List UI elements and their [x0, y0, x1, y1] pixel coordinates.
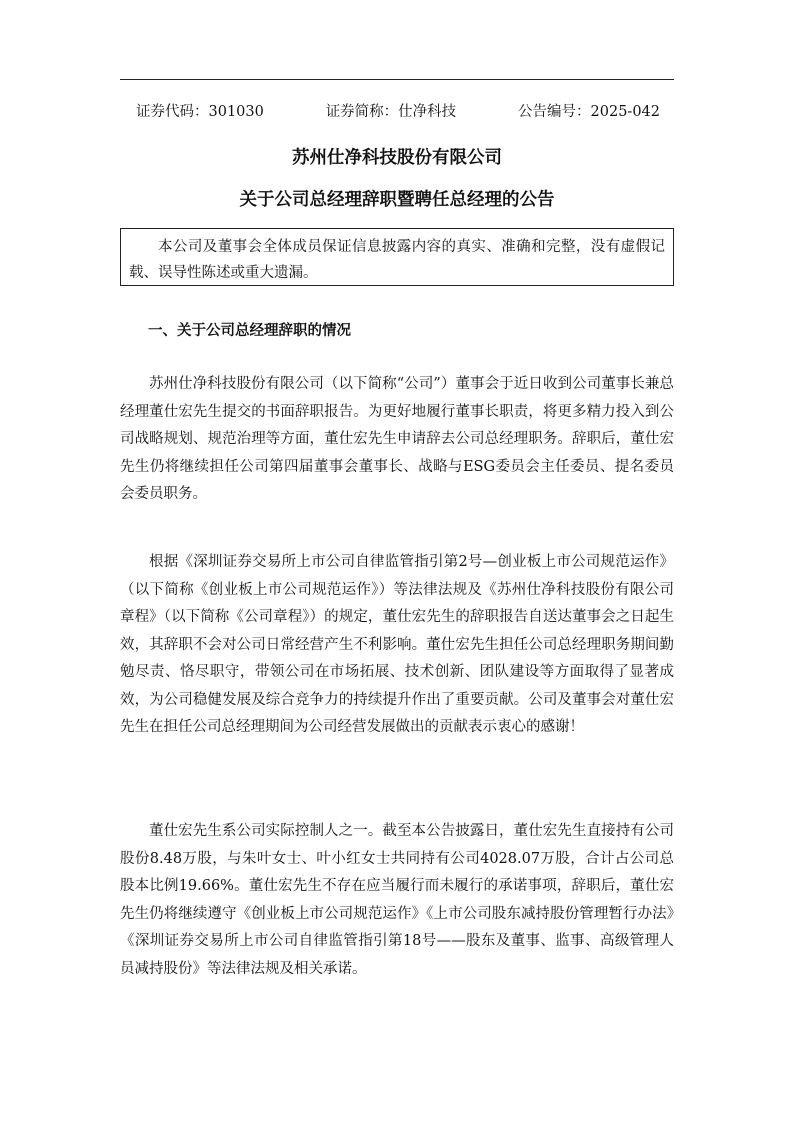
paragraph-shareholding: 董仕宏先生系公司实际控制人之一。截至本公告披露日，董仕宏先生直接持有公司股份8.48万股，与朱叶女士、叶小红女士共同持有公司4028.07万股，合计占公司总股本比例19.66%。董仕宏先生不存在应当履行而未履行的承诺事项，辞职后，董仕宏先生仍将继续遵守《创业板上市公司规范运作》《上市公司股东减持股份管理暂行办法》《深圳证券交易所上市公司自律监管指引第18号——股东及董事、监事、高级管理人员减持股份》等法律法规及相关承诺。: [120, 823, 674, 977]
section-heading: 一、关于公司总经理辞职的情况: [148, 323, 351, 339]
notice-number: 公告编号：2025-042: [518, 104, 660, 120]
company-name: 苏州仕净科技股份有限公司: [292, 148, 502, 168]
notice-title: 关于公司总经理辞职暨聘任总经理的公告: [239, 190, 555, 210]
stock-abbreviation: 证券简称：仕净科技: [325, 104, 457, 120]
paragraph-resignation: 苏州仕净科技股份有限公司（以下简称“公司”）董事会于近日收到公司董事长兼总经理董仕宏先生提交的书面辞职报告。为更好地履行董事长职责，将更多精力投入到公司战略规划、规范治理等方面，董仕宏先生申请辞去公司总经理职务。辞职后，董仕宏先生仍将继续担任公司第四届董事会董事长、战略与ESG委员会主任委员、提名委员会委员职务。: [120, 376, 674, 502]
paragraph-regulations: 根据《深圳证券交易所上市公司自律监管指引第2号—创业板上市公司规范运作》（以下简称《创业板上市公司规范运作》）等法律法规及《苏州仕净科技股份有限公司章程》（以下简称《公司章程》）的规定，董仕宏先生的辞职报告自送达董事会之日起生效，其辞职不会对公司日常经营产生不利影响。董仕宏先生担任公司总经理职务期间勤勉尽责、恪尽职守，带领公司在市场拓展、技术创新、团队建设等方面取得了显著成效，为公司稳健发展及综合竞争力的持续提升作出了重要贡献。公司及董事会对董仕宏先生在担任公司总经理期间为公司经营发展做出的贡献表示衷心的感谢！: [120, 554, 674, 735]
header-rule: [120, 79, 674, 80]
document-meta-line: [136, 102, 660, 122]
stock-code: 证券代码：301030: [136, 104, 264, 120]
board-statement-box: 本公司及董事会全体成员保证信息披露内容的真实、准确和完整，没有虚假记载、误导性陈述或重大遗漏。: [120, 228, 674, 286]
